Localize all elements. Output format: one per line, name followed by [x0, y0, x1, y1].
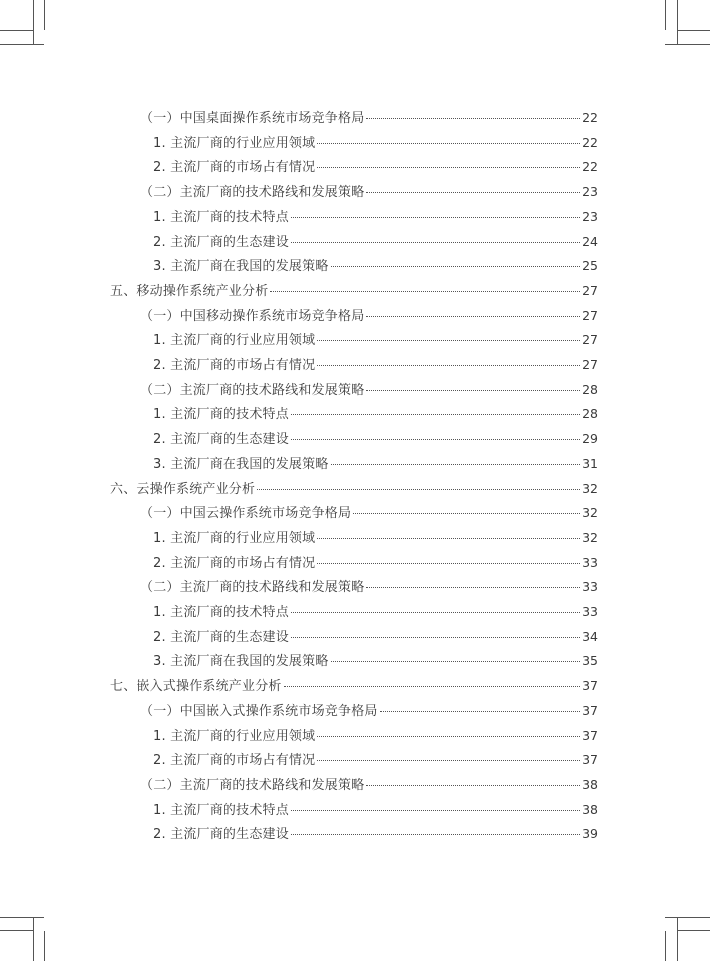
toc-entry-page-number: 27: [582, 332, 598, 348]
toc-dot-leader: [284, 686, 580, 687]
toc-entry-title: （一）中国移动操作系统市场竞争格局: [140, 308, 365, 324]
toc-dot-leader: [291, 217, 580, 218]
toc-entry[interactable]: [140, 699, 598, 724]
toc-dot-leader: [317, 340, 580, 341]
toc-entry[interactable]: [153, 452, 598, 477]
toc-entry-page-number: 28: [582, 381, 598, 397]
toc-entry[interactable]: [153, 649, 598, 674]
toc-entry-title: 3. 主流厂商在我国的发展策略: [153, 259, 329, 275]
toc-entry[interactable]: [140, 773, 598, 798]
toc-entry-title: 2. 主流厂商的市场占有情况: [153, 160, 316, 176]
toc-entry-title: 2. 主流厂商的生态建设: [153, 827, 289, 843]
toc-entry-page-number: 22: [582, 134, 598, 150]
toc-entry[interactable]: [153, 155, 598, 180]
toc-dot-leader: [291, 242, 580, 243]
toc-entry-page-number: 33: [582, 579, 598, 595]
toc-entry-page-number: 28: [582, 406, 598, 422]
toc-entry[interactable]: [140, 106, 598, 131]
toc-entry-page-number: 34: [582, 628, 598, 644]
toc-dot-leader: [366, 785, 580, 786]
toc-entry[interactable]: [110, 279, 598, 304]
toc-entry[interactable]: [153, 131, 598, 156]
toc-entry-page-number: 39: [582, 826, 598, 842]
toc-dot-leader: [317, 365, 580, 366]
toc-entry[interactable]: [153, 402, 598, 427]
toc-entry-page-number: 27: [582, 307, 598, 323]
toc-entry-title: （一）中国嵌入式操作系统市场竞争格局: [140, 703, 378, 719]
toc-entry-title: （一）中国云操作系统市场竞争格局: [140, 506, 352, 522]
toc-entry[interactable]: [153, 353, 598, 378]
toc-entry-title: （二）主流厂商的技术路线和发展策略: [140, 382, 365, 398]
toc-entry-title: 1. 主流厂商的技术特点: [153, 605, 289, 620]
toc-entry-title: 1. 主流厂商的技术特点: [153, 209, 289, 225]
toc-entry-page-number: 23: [582, 184, 598, 200]
toc-dot-leader: [366, 390, 580, 391]
toc-dot-leader: [331, 266, 581, 267]
toc-entry-page-number: 37: [582, 678, 598, 694]
toc-entry[interactable]: [140, 180, 598, 205]
toc-entry-page-number: 37: [582, 702, 598, 718]
toc-entry-title: 3. 主流厂商在我国的发展策略: [153, 654, 329, 670]
toc-entry[interactable]: [140, 575, 598, 600]
toc-entry[interactable]: [140, 501, 598, 526]
toc-entry-page-number: 38: [582, 801, 598, 817]
toc-entry-title: 2. 主流厂商的生态建设: [153, 432, 289, 448]
toc-entry-page-number: 27: [582, 282, 598, 298]
toc-dot-leader: [317, 760, 580, 761]
toc-entry[interactable]: [153, 230, 598, 255]
toc-dot-leader: [291, 810, 580, 811]
toc-entry-title: 2. 主流厂商的生态建设: [153, 629, 289, 645]
toc-dot-leader: [353, 513, 580, 514]
toc-entry-title: 1. 主流厂商的行业应用领域: [153, 728, 316, 744]
toc-entry[interactable]: [153, 551, 598, 576]
toc-entry-page-number: 33: [582, 554, 598, 570]
toc-entry[interactable]: [153, 427, 598, 452]
toc-entry-page-number: 32: [582, 505, 598, 521]
toc-entry[interactable]: [153, 822, 598, 847]
toc-entry-title: 2. 主流厂商的市场占有情况: [153, 555, 316, 571]
toc-entry-title: 1. 主流厂商的技术特点: [153, 802, 289, 818]
toc-entry[interactable]: [110, 477, 598, 502]
toc-dot-leader: [291, 637, 580, 638]
toc-entry-title: （二）主流厂商的技术路线和发展策略: [140, 185, 365, 201]
toc-entry-title: （二）主流厂商的技术路线和发展策略: [140, 580, 365, 596]
toc-entry-page-number: 38: [582, 776, 598, 792]
toc-entry[interactable]: [110, 674, 598, 699]
toc-entry-page-number: 25: [582, 258, 598, 274]
toc-dot-leader: [317, 538, 580, 539]
toc-entry[interactable]: [153, 328, 598, 353]
toc-entry[interactable]: [153, 254, 598, 279]
toc-entry-page-number: 32: [582, 529, 598, 545]
toc-entry-title: 1. 主流厂商的行业应用领域: [153, 135, 316, 151]
toc-entry-page-number: 37: [582, 727, 598, 743]
toc-entry[interactable]: [153, 205, 598, 230]
toc-dot-leader: [291, 439, 580, 440]
toc-entry[interactable]: [153, 600, 598, 625]
toc-dot-leader: [291, 612, 580, 613]
toc-dot-leader: [366, 587, 580, 588]
toc-entry-title: 五、移动操作系统产业分析: [110, 283, 269, 299]
toc-dot-leader: [291, 414, 580, 415]
toc-entry[interactable]: [153, 526, 598, 551]
toc-entry-title: （一）中国桌面操作系统市场竞争格局: [140, 111, 365, 126]
toc-entry-title: 2. 主流厂商的生态建设: [153, 234, 289, 250]
toc-entry-title: 六、云操作系统产业分析: [110, 481, 256, 497]
toc-entry-page-number: 22: [582, 110, 598, 125]
toc-dot-leader: [366, 192, 580, 193]
toc-entry[interactable]: [153, 724, 598, 749]
toc-entry-page-number: 29: [582, 431, 598, 447]
toc-entry-title: 2. 主流厂商的市场占有情况: [153, 358, 316, 373]
toc-entry-page-number: 32: [582, 480, 598, 496]
toc-dot-leader: [270, 291, 580, 292]
toc-entry-page-number: 23: [582, 208, 598, 224]
toc-entry-page-number: 27: [582, 357, 598, 372]
toc-entry[interactable]: [153, 748, 598, 773]
toc-dot-leader: [366, 316, 580, 317]
toc-entry-page-number: 35: [582, 653, 598, 669]
toc-entry[interactable]: [153, 625, 598, 650]
toc-entry-title: 3. 主流厂商在我国的发展策略: [153, 456, 329, 472]
toc-dot-leader: [317, 143, 580, 144]
toc-dot-leader: [317, 167, 580, 168]
toc-entry[interactable]: [140, 304, 598, 329]
toc-entry-title: 1. 主流厂商的行业应用领域: [153, 530, 316, 546]
toc-entry-page-number: 24: [582, 233, 598, 249]
toc-entry-title: 1. 主流厂商的技术特点: [153, 407, 289, 423]
toc-dot-leader: [257, 489, 580, 490]
toc-entry-page-number: 37: [582, 752, 598, 768]
toc-entry-page-number: 22: [582, 159, 598, 175]
toc-dot-leader: [331, 464, 581, 465]
toc-entry[interactable]: [140, 378, 598, 403]
toc-entry-page-number: 33: [582, 604, 598, 619]
toc-entry-title: 1. 主流厂商的行业应用领域: [153, 333, 316, 349]
toc-entry-title: 2. 主流厂商的市场占有情况: [153, 753, 316, 769]
toc-dot-leader: [317, 563, 580, 564]
toc-entry[interactable]: [153, 798, 598, 823]
toc-dot-leader: [366, 118, 580, 119]
toc-entry-page-number: 31: [582, 455, 598, 471]
toc-dot-leader: [380, 711, 580, 712]
toc-dot-leader: [331, 661, 581, 662]
toc-dot-leader: [317, 736, 580, 737]
toc-entry-title: （二）主流厂商的技术路线和发展策略: [140, 777, 365, 793]
toc-entry-title: 七、嵌入式操作系统产业分析: [110, 679, 282, 695]
toc-dot-leader: [291, 834, 580, 835]
